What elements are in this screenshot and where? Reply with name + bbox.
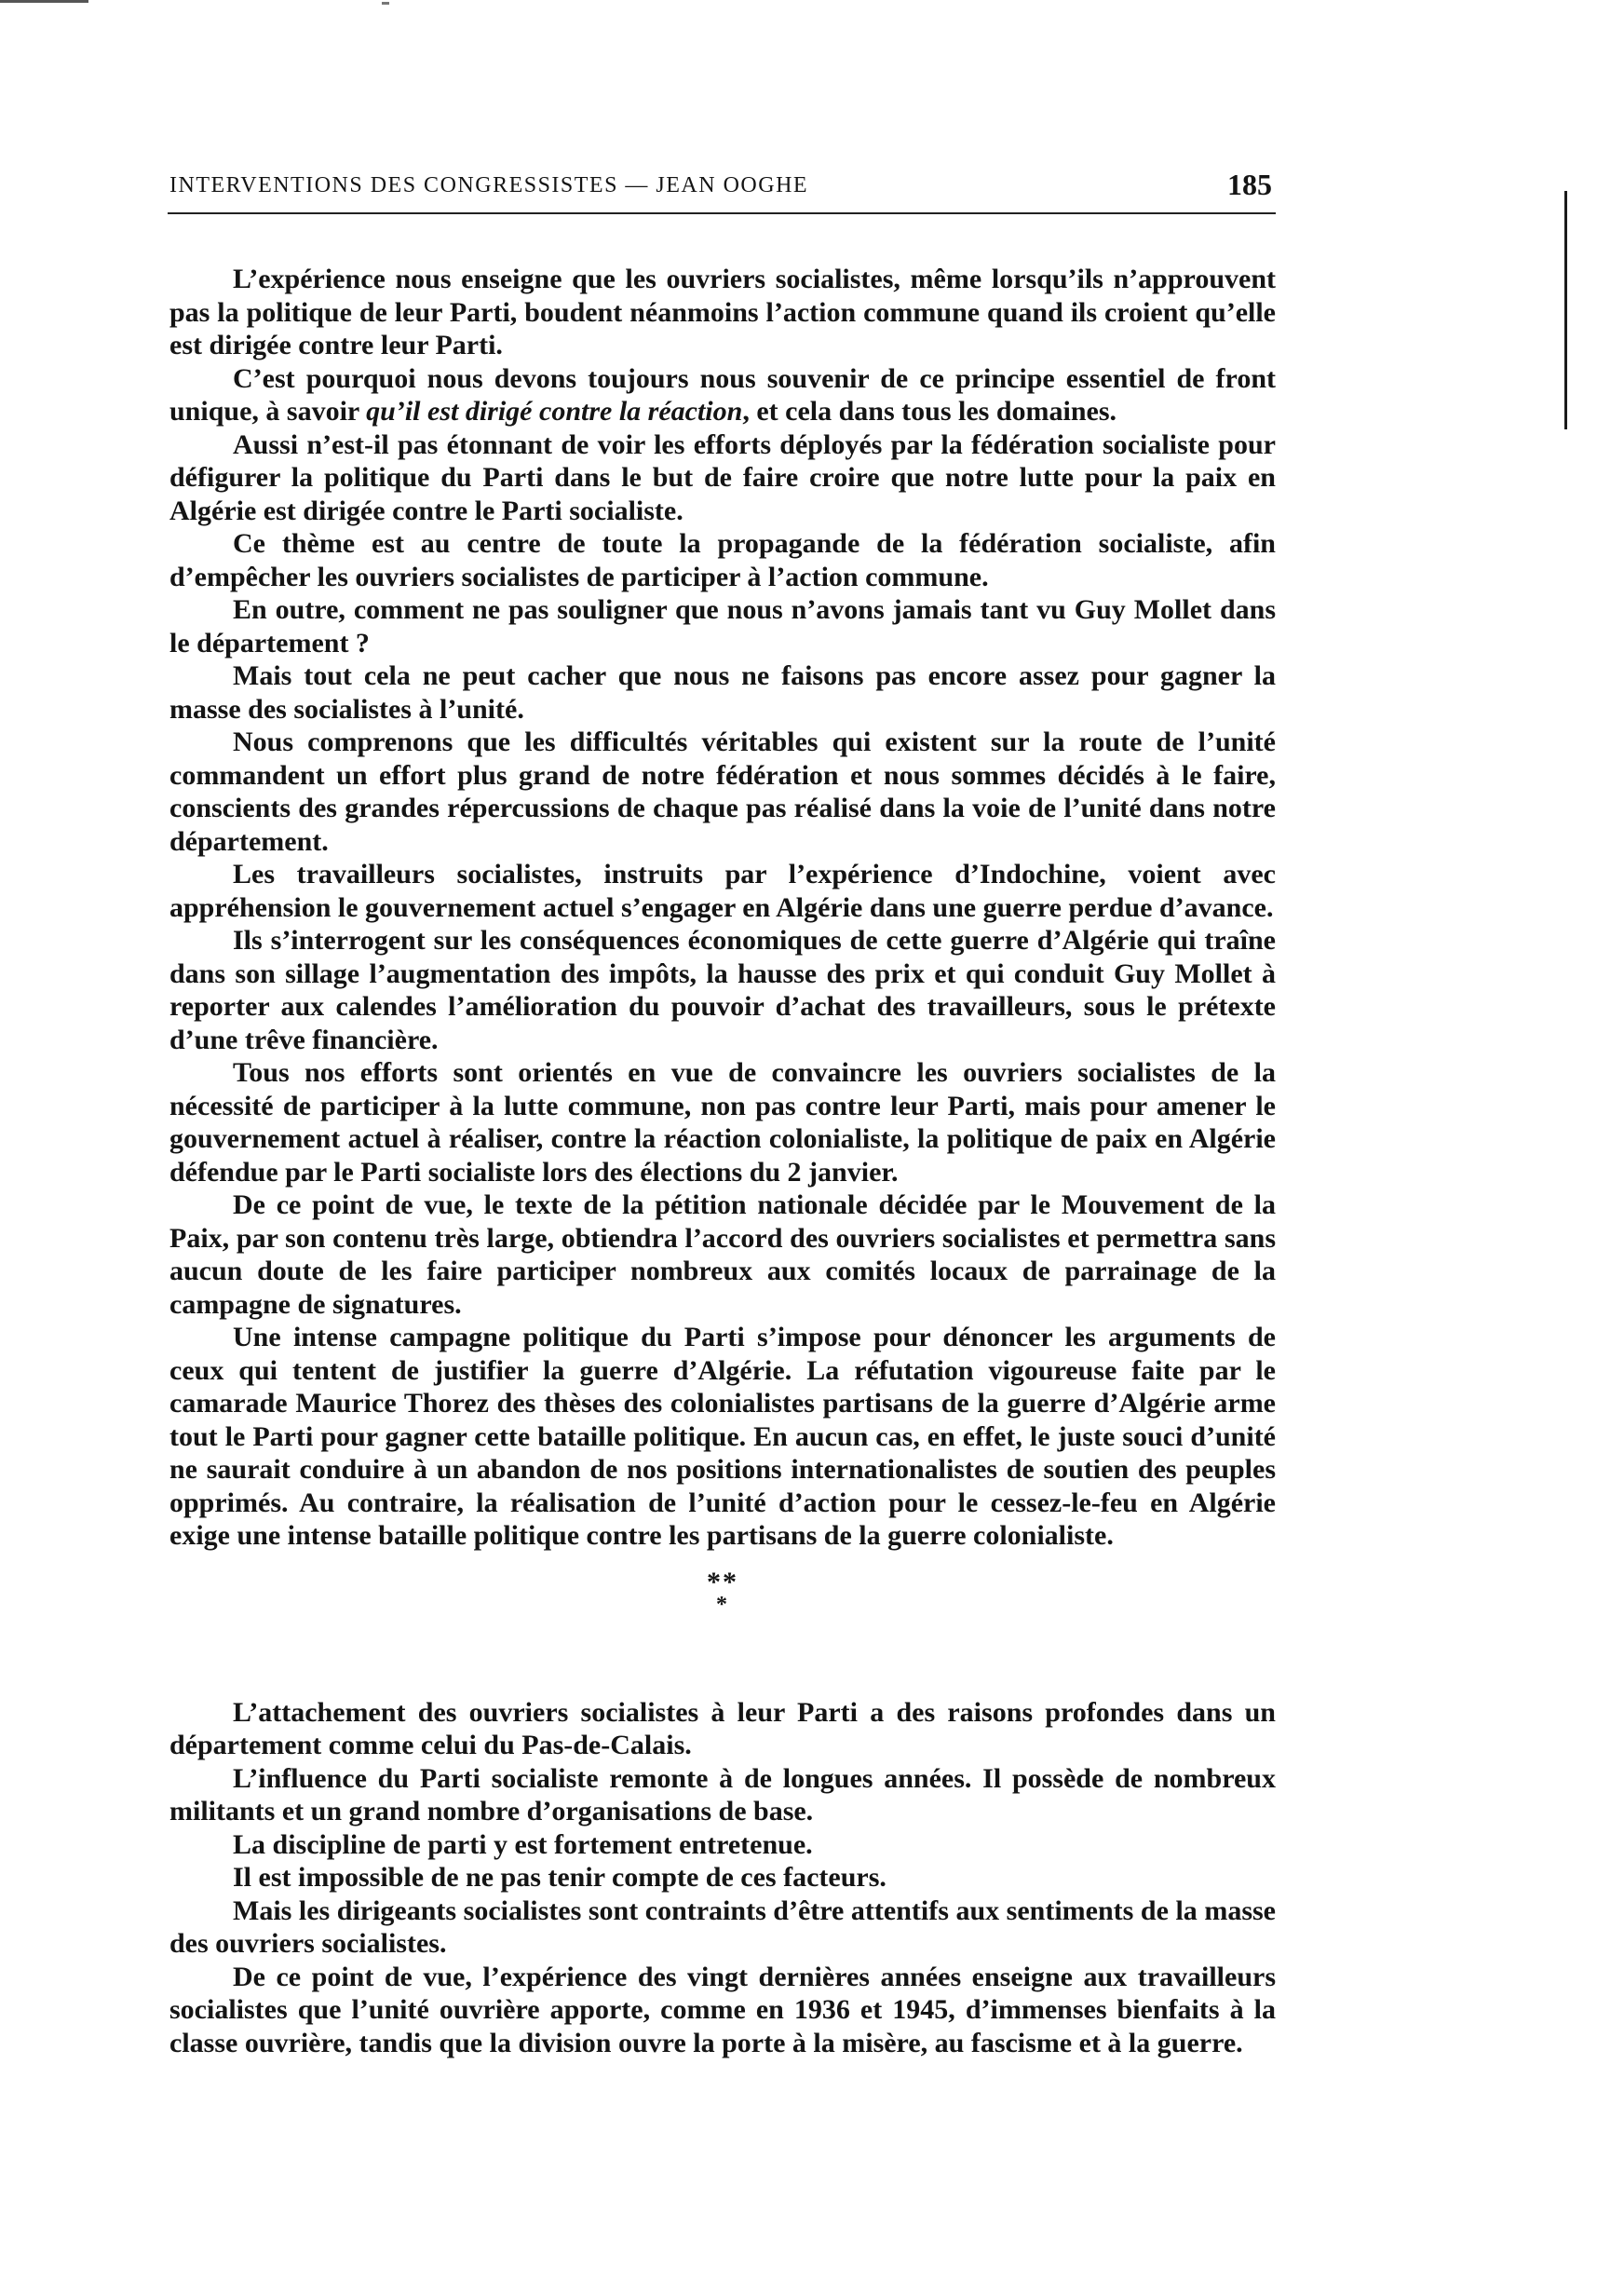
- paragraph: Mais les dirigeants socialistes sont contraints d’être attentifs aux sentiments de la masse des ouvriers socialistes.: [169, 1894, 1276, 1959]
- paragraph: Nous comprenons que les difficultés véritables qui existent sur la route de l’unité commandent un effort plus grand de notre fédération et nous sommes décidés à le faire, conscients des grandes répercussions de chaque pas réalisé dans la voie de l’unité dans notre département.: [169, 727, 1276, 857]
- scan-artifact: [382, 2, 389, 5]
- paragraph: Ils s’interrogent sur les conséquences économiques de cette guerre d’Algérie qui traîne dans son sillage l’augmentation des impôts, la hausse des prix et qui conduit Guy Mollet à reporter aux calendes l’amélioration du pouvoir d’achat des travailleurs, sous le prétexte d’une trêve financière.: [169, 925, 1276, 1055]
- principle-italic: qu’il est dirigé contre la réaction: [366, 396, 743, 427]
- paragraph: L’influence du Parti socialiste remonte à de longues années. Il possède de nombreux militants et un grand nombre d’organisations de base.: [169, 1762, 1276, 1826]
- paragraph: Mais tout cela ne peut cacher que nous ne faisons pas encore assez pour gagner la masse des socialistes à l’unité.: [169, 660, 1276, 725]
- paragraph: Ce thème est au centre de toute la propagande de la fédération socialiste, afin d’empêcher les ouvriers socialistes de participer à l’action commune.: [169, 528, 1276, 592]
- running-title: INTERVENTIONS DES CONGRESSISTES — JEAN OOGHE: [169, 173, 809, 197]
- principle-text: C’est pourquoi nous devons toujours nous souvenir de ce principe essentiel de front unique, à savoir: [169, 362, 1276, 427]
- paragraph-principle: [169, 362, 1276, 428]
- principle-text-end: , et cela dans tous les domaines.: [742, 396, 1117, 427]
- paragraph: De ce point de vue, l’expérience des vingt dernières années enseigne aux travailleurs socialistes que l’unité ouvrière apporte, comme en 1936 et 1945, d’immenses bienfaits à la classe ouvrière, tandis que la division ouvre la porte à la misère, au fascisme et à la guerre.: [169, 1961, 1276, 2058]
- paragraph: L’expérience nous enseigne que les ouvriers socialistes, même lorsqu’ils n’approuvent pas la politique de leur Parti, boudent néanmoins l’action commune quand ils croient qu’elle est dirigée contre leur Parti.: [169, 264, 1276, 360]
- page-number: 185: [1227, 168, 1272, 201]
- scan-artifact: [0, 0, 88, 3]
- body-text: [169, 263, 1276, 2059]
- asterism-top: **: [707, 1566, 738, 1597]
- page-header: [168, 168, 1276, 214]
- margin-rule: [1564, 191, 1567, 429]
- paragraph: Tous nos efforts sont orientés en vue de convaincre les ouvriers socialistes de la nécessité de participer à la lutte commune, non pas contre leur Parti, mais pour amener le gouvernement actuel à réaliser, contre la réaction colonialiste, la politique de paix en Algérie défendue par le Parti socialiste lors des élections du 2 janvier.: [169, 1057, 1276, 1188]
- paragraph: La discipline de parti y est fortement entretenue.: [233, 1828, 813, 1860]
- paragraph: Les travailleurs socialistes, instruits par l’expérience d’Indochine, voient avec appréhension le gouvernement actuel s’engager en Algérie dans une guerre perdue d’avance.: [169, 859, 1276, 923]
- paragraph: Une intense campagne politique du Parti s’impose pour dénoncer les arguments de ceux qui tentent de justifier la guerre d’Algérie. La réfutation vigoureuse faite par le camarade Maurice Thorez des thèses des colonialistes partisans de la guerre d’Algérie arme tout le Parti pour gagner cette bataille politique. En aucun cas, en effet, le juste souci d’unité ne saurait conduire à un abandon de nos positions internationalistes de soutien des peuples opprimés. Au contraire, la réalisation de l’unité d’action pour le cessez-le-feu en Algérie exige une intense bataille politique contre les partisans de la guerre colonialiste.: [169, 1322, 1276, 1551]
- paragraph: L’attachement des ouvriers socialistes à leur Parti a des raisons profondes dans un département comme celui du Pas-de-Calais.: [169, 1696, 1276, 1760]
- paragraph: En outre, comment ne pas souligner que nous n’avons jamais tant vu Guy Mollet dans le département ?: [169, 594, 1276, 659]
- section-separator: [169, 1566, 1276, 1617]
- asterism-bottom: *: [716, 1592, 729, 1617]
- paragraph: Il est impossible de ne pas tenir compte de ces facteurs.: [233, 1862, 886, 1893]
- paragraph: De ce point de vue, le texte de la pétition nationale décidée par le Mouvement de la Paix, par son contenu très large, obtiendra l’accord des ouvriers socialistes et permettra sans aucun doute de les faire participer nombreux aux comités locaux de parrainage de la campagne de signatures.: [169, 1189, 1276, 1320]
- paragraph: Aussi n’est-il pas étonnant de voir les efforts déployés par la fédération socialiste pour défigurer la politique du Parti dans le but de faire croire que notre lutte pour la paix en Algérie est dirigée contre le Parti socialiste.: [169, 428, 1276, 526]
